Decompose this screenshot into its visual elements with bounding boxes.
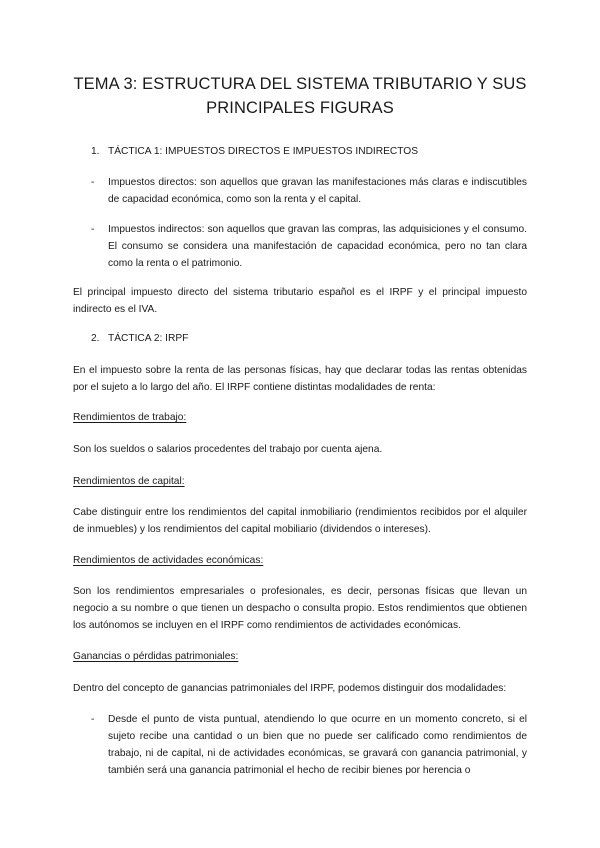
bullet-impuestos-indirectos: Impuestos indirectos: son aquellos que gravan las compras, las adquisiciones y el consumo. El consumo se considera una manifestación de capacidad económica, pero no tan clara como la renta o el patrimonio.: [108, 224, 527, 269]
bullet-ganancia-puntual: Desde el punto de vista puntual, atendiendo lo que ocurre en un momento concreto, si el sujeto recibe una cantidad o un bien que no puede ser calificado como rendimientos de trabajo, ni de capital, ni de actividades económicas, se gravará con ganancia patrimonial, y también será una ganancia patrimonial el hecho de recibir bienes por herencia o: [108, 714, 527, 776]
subheading-rendimientos-trabajo: Rendimientos de trabajo:: [73, 412, 187, 423]
paragraph-irpf-iva: El principal impuesto directo del sistema tributario español es el IRPF y el principal impuesto indirecto es el IVA.: [73, 287, 527, 315]
subheading-ganancias-patrimoniales: Ganancias o pérdidas patrimoniales:: [73, 651, 239, 662]
section-2-number: 2.: [91, 333, 100, 344]
bullet-marker: -: [91, 224, 95, 235]
paragraph-irpf-intro: En el impuesto sobre la renta de las personas físicas, hay que declarar todas las rentas obtenidas por el sujeto a lo largo del año. El IRPF contiene distintas modalidades de renta:: [73, 365, 527, 393]
section-2-heading: TÁCTICA 2: IRPF: [108, 333, 189, 344]
bullet-marker: -: [91, 177, 95, 188]
paragraph-ganancias-intro: Dentro del concepto de ganancias patrimoniales del IRPF, podemos distinguir dos modalidades:: [73, 683, 507, 694]
section-1-number: 1.: [91, 146, 100, 157]
paragraph-rendimientos-trabajo: Son los sueldos o salarios procedentes del trabajo por cuenta ajena.: [73, 444, 383, 455]
section-1-heading: TÁCTICA 1: IMPUESTOS DIRECTOS E IMPUESTOS INDIRECTOS: [108, 146, 419, 157]
paragraph-actividades-economicas: Son los rendimientos empresariales o profesionales, es decir, personas físicas que llevan un negocio a su nombre o que tienen un despacho o consulta propio. Estos rendimientos que obtienen los autónomos se incluyen en el IRPF como rendimientos de actividades económicas.: [73, 586, 527, 631]
bullet-marker: -: [91, 714, 95, 725]
subheading-actividades-economicas: Rendimientos de actividades económicas:: [73, 555, 264, 566]
subheading-rendimientos-capital: Rendimientos de capital:: [73, 476, 185, 487]
bullet-impuestos-directos: Impuestos directos: son aquellos que gravan las manifestaciones más claras e indiscutibles de capacidad económica, como son la renta y el capital.: [108, 177, 527, 205]
page-title: TEMA 3: ESTRUCTURA DEL SISTEMA TRIBUTARIO Y SUS PRINCIPALES FIGURAS: [73, 75, 527, 117]
paragraph-rendimientos-capital: Cabe distinguir entre los rendimientos del capital inmobiliario (rendimientos recibidos por el alquiler de inmuebles) y los rendimientos del capital mobiliario (dividendos o intereses).: [73, 507, 527, 535]
